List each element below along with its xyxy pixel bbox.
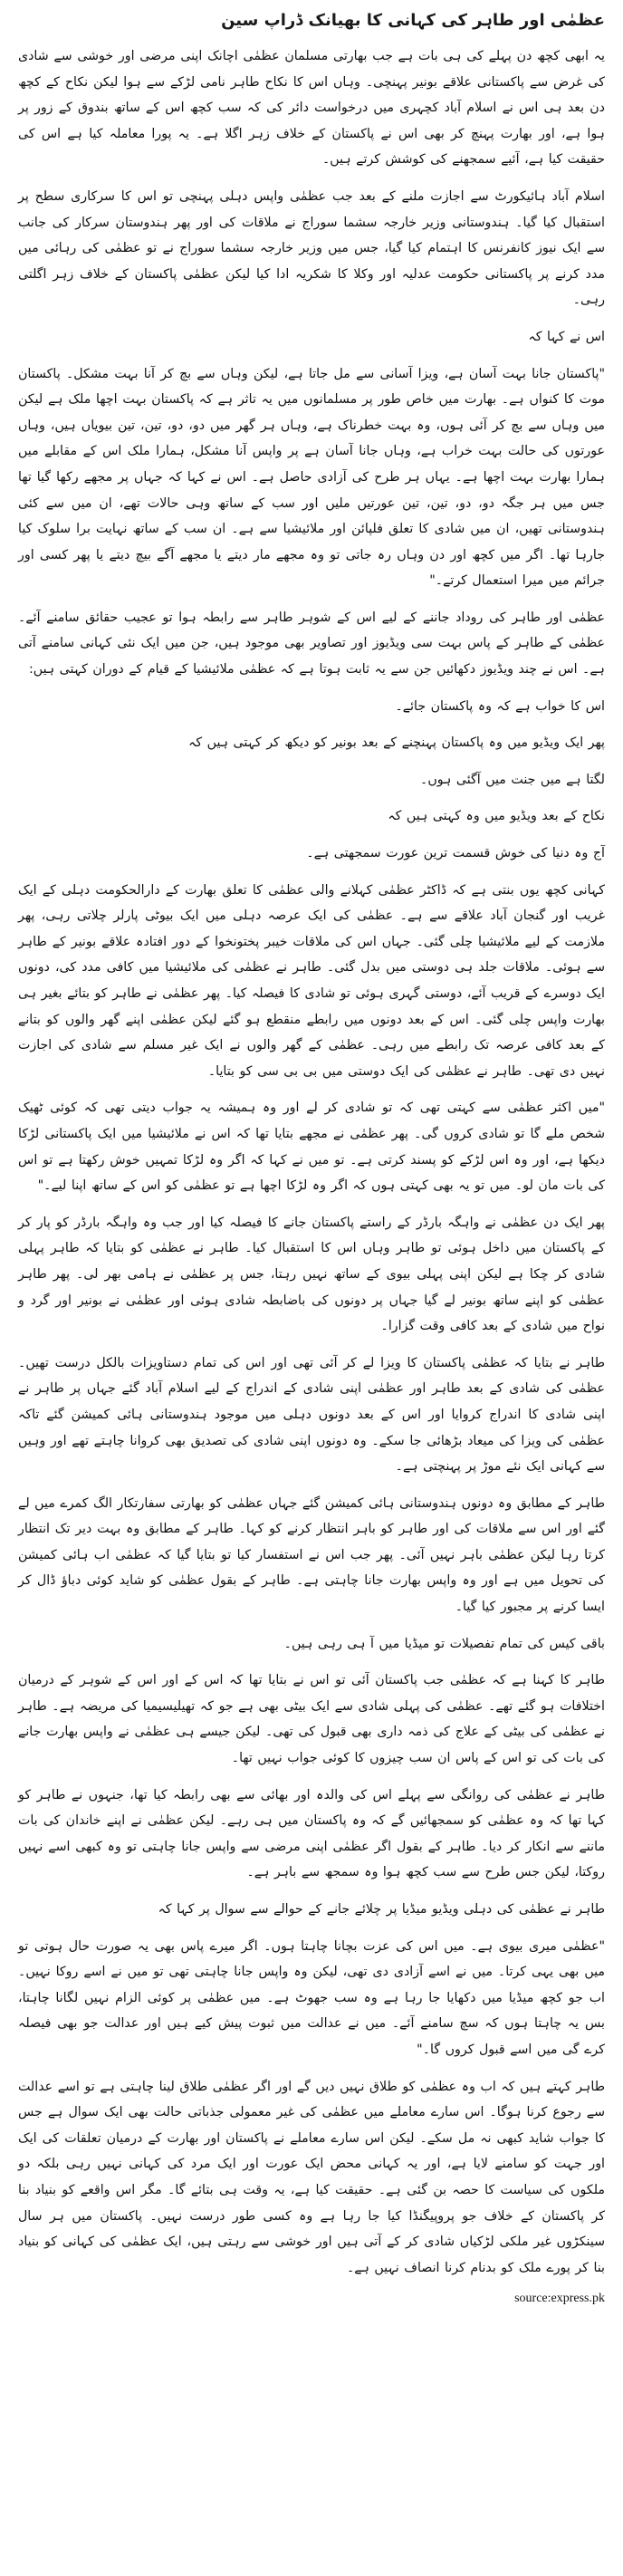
paragraph-tahir-quote: "عظمٰی میری بیوی ہے۔ میں اس کی عزت بچانا چاہتا ہوں۔ اگر میرے پاس بھی یہ صورت حال ہوتی تو میں بھی یہی کرتا۔ میں نے اسے آزادی دی تھی، لیکن وہ واپس جانا چاہتی تھی تو میں نے اسے روکا نہیں۔ اب جو کچھ میڈیا میں دکھایا جا رہا ہے وہ سب جھوٹ ہے۔ میں عظمٰی پر کوئی الزام نہیں لگانا چاہتا، بس یہ چاہتا ہوں کہ سچ سامنے آئے۔ میں نے عدالت میں ثبوت پیش کیے ہیں اور عدالت جو بھی فیصلہ کرے گی میں اسے قبول کروں گا۔" [18,1938,605,2057]
article [18,0,605,2306]
paragraph-family-contact: طاہر نے عظمٰی کی روانگی سے پہلے اس کی والدہ اور بھائی سے بھی رابطہ کیا تھا، جنہوں نے طاہر کو کہا تھا کہ وہ عظمٰی کو سمجھائیں گے کہ وہ پاکستان میں ہی رہے۔ لیکن عظمٰی نے اپنے خاندان کی بات ماننے سے انکار کر دیا۔ طاہر کے بقول اگر عظمٰی اپنی مرضی سے واپس جانا چاہتی تو وہ کبھی اسے نہیں روکتا، لیکن جس طرح سے سب کچھ ہوا وہ سمجھ سے باہر ہے۔ [18,1787,605,1880]
paragraph-intro: یہ ابھی کچھ دن پہلے کی ہی بات ہے جب بھارتی مسلمان عظمٰی اچانک اپنی مرضی اور خوشی سے شادی کی غرض سے پاکستانی علاقے بونیر پہنچی۔ وہاں اس کا نکاح طاہر نامی لڑکے سے ہوا لیکن نکاح کے کچھ دن بعد ہی اس نے اسلام آباد کچہری میں درخواست دائر کی کہ سب کچھ اس کے ساتھ بندوق کے زور پر ہوا ہے، اور بھارت پہنچ کر بھی اس نے پاکستان کے خلاف زہر اگلا ہے۔ یہ پورا معاملہ کیا ہے اس کی حقیقت کیا ہے، آئیے سمجھنے کی کوشش کرتے ہیں۔ [18,49,605,168]
paragraph-tahir-contact: عظمٰی اور طاہر کی روداد جاننے کے لیے اس کے شوہر طاہر سے رابطہ ہوا تو عجیب حقائق سامنے آئے۔ عظمٰی کے طاہر کے پاس بہت سی ویڈیوز اور تصاویر بھی موجود ہیں، جن میں ایک نئی کہانی سامنے آتی ہے۔ اس نے چند ویڈیوز دکھائیں جن سے یہ ثابت ہوتا ہے کہ عظمٰی ملائیشیا کے قیام کے دوران کہتی ہیں: [18,610,605,678]
paragraph-video-question: طاہر نے عظمٰی کی دہلی ویڈیو میڈیا پر چلائے جانے کے حوالے سے سوال پر کہا کہ [158,1902,605,1917]
paragraph-wagah: پھر ایک دن عظمٰی نے واہگہ بارڈر کے راستے پاکستان جانے کا فیصلہ کیا اور جب وہ واہگہ بارڈر کو پار کر کے پاکستان میں داخل ہوئی تو طاہر وہاں اس کا استقبال کیا۔ طاہر نے عظمٰی کو بتایا کہ طاہر پہلی شادی کر چکا ہے لیکن اپنی پہلی بیوی کے ساتھ نہیں رہتا، جس پر عظمٰی نے ہامی بھر لی۔ پھر طاہر عظمٰی کو اپنے ساتھ بونیر لے گیا جہاں پر دونوں کی باضابطہ شادی ہوئی اور عظمٰی نے بونیر اور گرد و نواح میں شادی کے بعد کافی وقت گزارا۔ [18,1215,605,1334]
paragraph-media: باقی کیس کی تمام تفصیلات تو میڈیا میں آ ہی رہی ہیں۔ [283,1636,605,1651]
paragraph-video-buner: پھر ایک ویڈیو میں وہ پاکستان پہنچنے کے بعد بونیر کو دیکھ کر کہتی ہیں کہ [188,735,605,751]
paragraph-lead-in: اس نے کہا کہ [528,329,605,344]
paragraph-paradise: لگتا ہے میں جنت میں آگئی ہوں۔ [420,772,605,787]
paragraph-after-nikah: نکاح کے بعد ویڈیو میں وہ کہتی ہیں کہ [388,809,605,824]
paragraph-reception: اسلام آباد ہائیکورٹ سے اجازت ملنے کے بعد جب عظمٰی واپس دہلی پہنچی تو اس کا سرکاری سطح پر استقبال کیا گیا۔ ہندوستانی وزیر خارجہ سشما سوراج نے ملاقات کی اور پھر ہندوستان سرکار کی جانب سے ایک نیوز کانفرنس کا اہتمام کیا گیا، جس میں وزیر خارجہ سشما سوراج نے تو عظمٰی کی رہائی میں مدد کرنے پر پاکستانی حکومت عدلیہ اور وکلا کا شکریہ ادا کیا لیکن عظمٰی پاکستان کے خلاف زہر اگلتی رہی۔ [18,188,605,308]
paragraph-visa: طاہر نے بتایا کہ عظمٰی پاکستان کا ویزا لے کر آئی تھی اور اس کی تمام دستاویزات بالکل درست تھیں۔ عظمٰی کی شادی کے بعد طاہر اور عظمٰی اپنی شادی کے اندراج کے لیے اسلام آباد گئے جہاں پر طاہر نے اپنی شادی کا اندراج کروایا اور اس کے بعد دونوں دہلی میں موجود ہندوستانی ہائی کمیشن گئے تاکہ عظمٰی کی ویزا کی میعاد بڑھائی جا سکے۔ وہ دونوں اپنی شادی کی تصدیق بھی کروانا چاہتے تھے اور وہیں سے کہانی ایک نئے موڑ پر پہنچتی ہے۔ [18,1355,605,1475]
paragraph-dream: اس کا خواب ہے کہ وہ پاکستان جائے۔ [395,698,605,714]
paragraph-uzma-quote: "پاکستان جانا بہت آسان ہے، ویزا آسانی سے مل جاتا ہے، لیکن وہاں سے بچ کر آنا بہت مشکل۔ پاکستان موت کا کنواں ہے۔ بھارت میں خاص طور پر مسلمانوں میں یہ تاثر ہے کہ پاکستان بہت اچھا ملک ہے لیکن میں وہاں سے بچ کر آئی ہوں، وہ بہت خطرناک ہے، وہاں ہر گھر میں دو، دو، تین، تین بیویاں ہیں، وہاں عورتوں کی حالت بہت خراب ہے، وہاں جانا آسان ہے پر واپس آنا مشکل، ہمارا ملک اس کے مقابلے میں ہمارا بھارت بہت اچھا ہے۔ یہاں ہر طرح کی آزادی حاصل ہے۔ اس نے کہا کہ جہاں پر مجھے رکھا گیا تھا جس میں ہر جگہ دو، دو، تین، تین عورتیں ملیں اور سب کے ساتھ وہی حالات تھے، ان میں سے کئی ہندوستانی تھیں، ان میں شادی کا تعلق فلپائن اور ملائیشیا سے ہے۔ ان سب کے ساتھ نہایت برا سلوک کیا جارہا تھا۔ اگر میں کچھ اور دن وہاں رہ جاتی تو وہ مجھے مار دیتے یا مجھے آگے بیچ دیتے یا پھر کسی اور جرائم میں میرا استعمال کرتے۔" [18,366,605,589]
article-title: عظمٰی اور طاہر کی کہانی کا بھیانک ڈراپ سین [221,11,605,30]
paragraph-background: کہانی کچھ یوں بنتی ہے کہ ڈاکٹر عظمٰی کہلانے والی عظمٰی کا تعلق بھارت کے دارالحکومت دہلی کے ایک غریب اور گنجان آباد علاقے سے ہے۔ عظمٰی کی ایک عرصہ دہلی میں ایک بیوٹی پارلر چلاتی رہی، پھر ملازمت کے لیے ملائیشیا چلی گئی۔ جہاں اس کی ملاقات خیبر پختونخوا کے دور افتادہ علاقے بونیر کے طاہر سے ہوئی۔ ملاقات جلد ہی دوستی میں بدل گئی۔ طاہر نے عظمٰی کی ملائیشیا میں کافی مدد کی، دونوں ایک دوسرے کے قریب آئے، دوستی گہری ہوئی تو شادی کا فیصلہ کیا۔ پھر عظمٰی نے طاہر کو بتائے بغیر ہی بھارت واپس چلی گئی۔ اس کے بعد دونوں میں رابطے منقطع ہو گئے لیکن عظمٰی اپنے گھر والوں کو بتانے کے بعد کافی عرصہ تک رابطے میں رہی۔ عظمٰی کے گھر والوں نے ایک غیر مسلم سے شادی کی اجازت نہیں دی تھی۔ طاہر نے عظمٰی کی ایک دوستی میں بی بی سی کو بتایا۔ [18,882,605,1079]
paragraph-first-marriage: طاہر کا کہنا ہے کہ عظمٰی جب پاکستان آئی تو اس نے بتایا تھا کہ اس کے اور اس کے شوہر کے درمیان اختلافات ہو گئے تھے۔ عظمٰی کی پہلی شادی سے ایک بیٹی بھی ہے جو کہ تھیلیسیمیا کی مریضہ ہے۔ طاہر نے عظمٰی کی بیٹی کے علاج کی ذمہ داری بھی قبول کی تھی۔ لیکن جیسے ہی عظمٰی نے واپس بھارت جانے کی بات کی تو اس کے پاس ان سب چیزوں کا کوئی جواب نہیں تھا۔ [18,1673,605,1766]
paragraph-high-commission: طاہر کے مطابق وہ دونوں ہندوستانی ہائی کمیشن گئے جہاں عظمٰی کو بھارتی سفارتکار الگ کمرے میں لے گئے اور اس سے ملاقات کی اور طاہر کو باہر انتظار کرنے کو کہا۔ طاہر کے مطابق وہ بہت دیر تک انتظار کرتا رہا لیکن عظمٰی باہر نہیں آئی۔ پھر جب اس نے استفسار کیا تو بتایا گیا کہ عظمٰی اب ہائی کمیشن کی تحویل میں ہے اور وہ واپس بھارت جانا چاہتی ہے۔ طاہر کے بقول عظمٰی کو شاید کوئی دباؤ ڈال کر ایسا کرنے پر مجبور کیا گیا۔ [18,1495,605,1615]
paragraph-conclusion: طاہر کہتے ہیں کہ اب وہ عظمٰی کو طلاق نہیں دیں گے اور اگر عظمٰی طلاق لینا چاہتی ہے تو اسے عدالت سے رجوع کرنا ہوگا۔ اس سارے معاملے میں عظمٰی کی غیر معمولی جذباتی حالت بھی ایک سوال ہے جس کا جواب شاید کبھی نہ مل سکے۔ لیکن اس سارے معاملے نے پاکستان اور بھارت کے درمیان تعلقات کی ایک اور جہت کو سامنے لایا ہے، اور یہ کہانی محض ایک عورت اور ایک مرد کی کہانی نہیں رہی بلکہ دو ملکوں کی سیاست کا حصہ بن گئی ہے۔ حقیقت کیا ہے، یہ وقت ہی بتائے گا۔ مگر اس واقعے کو بنیاد بنا کر پاکستان کے خلاف جو پروپیگنڈا کیا جا رہا ہے وہ کسی طور درست نہیں۔ پاکستان میں ہر سال سینکڑوں غیر ملکی لڑکیاں شادی کر کے آتی ہیں اور خوشی سے رہتی ہیں، ایک عظمٰی کی کہانی کو بنیاد بنا کر پورے ملک کو بدنام کرنا انصاف نہیں ہے۔ [18,2079,605,2275]
paragraph-friend-quote: "میں اکثر عظمٰی سے کہتی تھی کہ تو شادی کر لے اور وہ ہمیشہ یہ جواب دیتی تھی کہ کوئی ٹھیک شخص ملے گا تو شادی کروں گی۔ پھر عظمٰی نے مجھے بتایا تھا کہ اس نے ملائیشیا میں ایک پاکستانی لڑکا دیکھا ہے، اور وہ اس لڑکے کو پسند کرتی ہے۔ تو میں نے کہا کہ اگر وہ لڑکا تمہیں خوش رکھتا ہے تو اس کی بات مان لو۔ میں تو یہ بھی کہتی ہوں کہ اگر وہ لڑکا اچھا ہے تو عظمٰی کو اس کے ساتھ اپنا لیے۔" [18,1101,605,1194]
paragraph-fortunate: آج وہ دنیا کی خوش قسمت ترین عورت سمجھتی ہے۔ [306,846,605,861]
source-credit: source:express.pk [514,2292,605,2306]
